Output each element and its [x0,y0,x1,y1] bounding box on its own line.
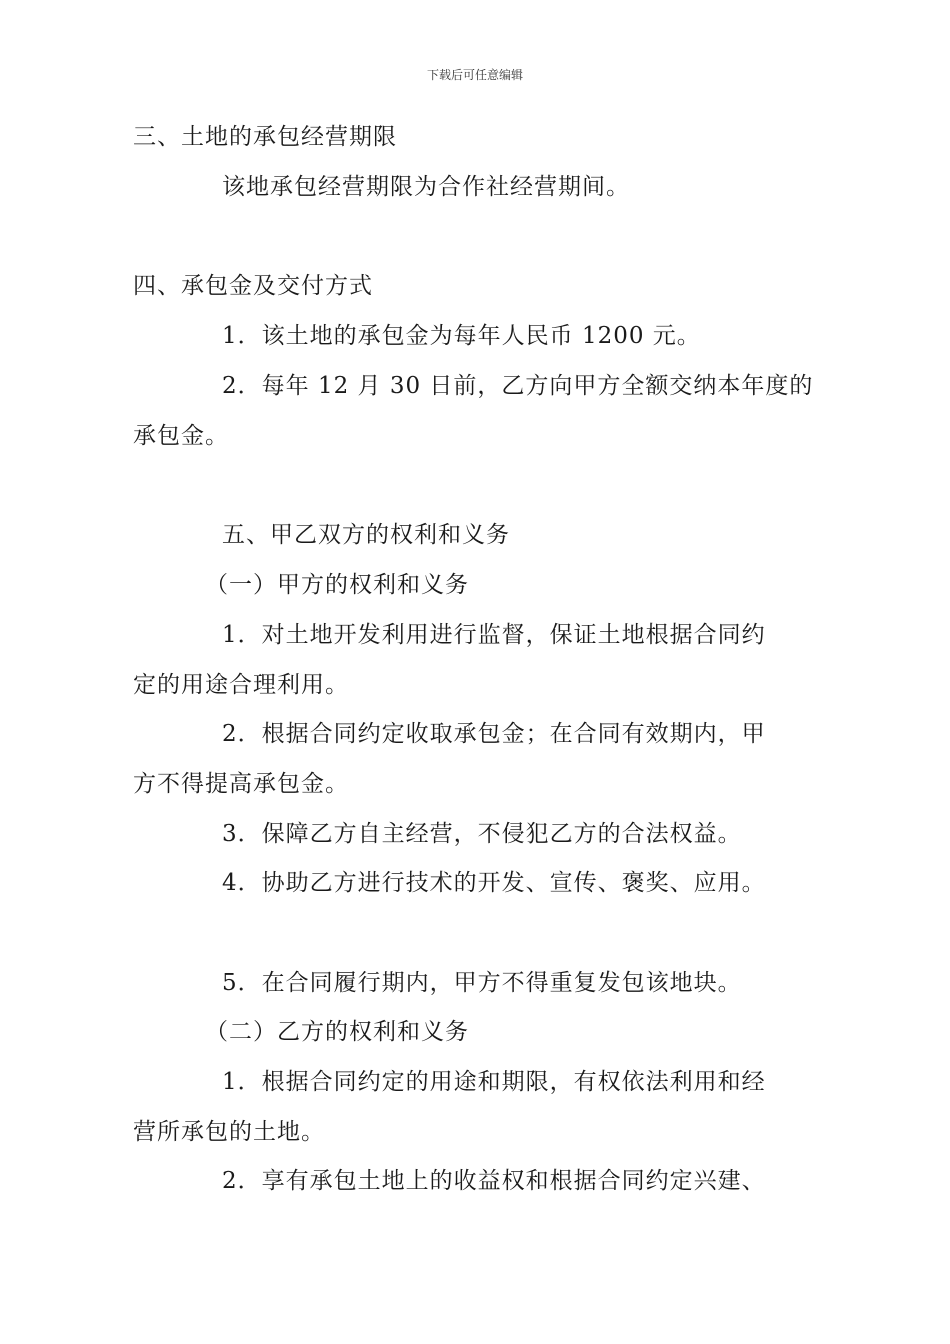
subsection-heading: （二）乙方的权利和义务 [205,1019,469,1045]
page-header: 下载后可任意编辑 [426,68,523,82]
subsection-heading: （一）甲方的权利和义务 [205,572,469,598]
paragraph-line: 2．享有承包土地上的收益权和根据合同约定兴建、 [222,1168,766,1194]
paragraph-line: 2．每年 12 月 30 日前，乙方向甲方全额交纳本年度的 [222,373,814,399]
paragraph-line: 2．根据合同约定收取承包金；在合同有效期内，甲 [222,721,766,747]
section-heading: 四、承包金及交付方式 [133,273,373,299]
section-heading: 五、甲乙双方的权利和义务 [222,522,510,548]
paragraph-line: 3．保障乙方自主经营，不侵犯乙方的合法权益。 [222,821,742,847]
paragraph-line: 4．协助乙方进行技术的开发、宣传、褒奖、应用。 [222,870,766,896]
paragraph-line: 5．在合同履行期内，甲方不得重复发包该地块。 [222,970,742,996]
section-heading: 三、土地的承包经营期限 [133,124,397,150]
paragraph-line: 定的用途合理利用。 [133,672,349,698]
paragraph-line: 1．根据合同约定的用途和期限，有权依法利用和经 [222,1069,766,1095]
paragraph-line: 方不得提高承包金。 [133,771,349,797]
paragraph-line: 1．该土地的承包金为每年人民币 1200 元。 [222,323,701,349]
paragraph-line: 营所承包的土地。 [133,1119,325,1145]
paragraph-line: 1．对土地开发利用进行监督，保证土地根据合同约 [222,622,766,648]
paragraph-line: 承包金。 [133,423,229,449]
paragraph-line: 该地承包经营期限为合作社经营期间。 [222,174,630,200]
